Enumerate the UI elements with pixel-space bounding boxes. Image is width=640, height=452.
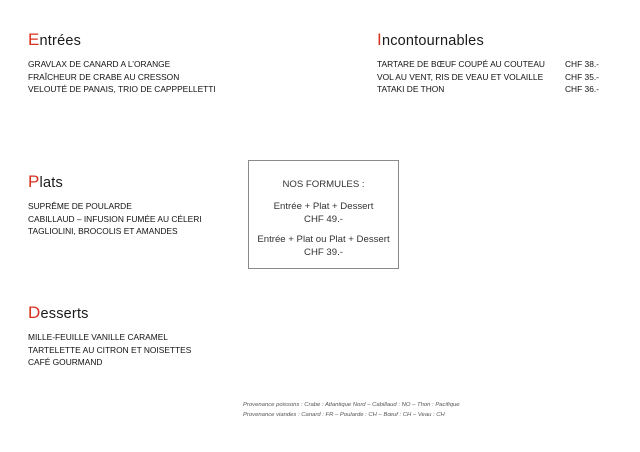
plats-list [28,200,202,238]
desserts-list [28,331,191,369]
incontournables-list [377,58,599,96]
menu-item: TARTELETTE AU CITRON ET NOISETTES [28,344,192,355]
formule-option [249,200,398,227]
formule-price: CHF 39.- [304,247,343,258]
menu-item-name: TATAKI DE THON [377,84,445,95]
menu-item: GRAVLAX DE CANARD A L’ORANGE [28,59,171,69]
menu-item: FRAÎCHEUR DE CRABE AU CRESSON [28,71,180,82]
menu-item-price: CHF 36.- [565,84,599,95]
menu-item [377,58,599,71]
section-title-plats [28,173,202,192]
title-initial: P [28,172,40,191]
menu-item-name: VOL AU VENT, RIS DE VEAU ET VOLAILLE [377,71,544,82]
title-initial: I [377,30,382,49]
formule-label: Entrée + Plat ou Plat + Dessert [257,233,390,245]
menu-item: SUPRÊME DE POULARDE [28,201,132,211]
menu-item: VELOUTÉ DE PANAIS, TRIO DE CAPPPELLETTI [28,84,216,95]
section-title-incontournables [377,31,545,50]
formules-title: NOS FORMULES : [282,179,365,190]
formules-box [248,160,399,269]
menu-item: MILLE-FEUILLE VANILLE CARAMEL [28,332,168,342]
section-plats [28,173,202,238]
title-rest: ntrées [39,33,82,49]
section-title-entrees [28,31,216,50]
section-desserts [28,304,191,369]
formule-option [249,233,398,260]
formule-label: Entrée + Plat + Dessert [273,200,374,212]
menu-item: CABILLAUD – INFUSION FUMÉE AU CÉLERI [28,213,202,224]
section-title-desserts [28,304,191,323]
menu-item: TAGLIOLINI, BROCOLIS ET AMANDES [28,226,178,237]
title-rest: esserts [40,306,89,322]
section-incontournables [377,30,599,96]
menu-item: CAFÉ GOURMAND [28,357,103,368]
section-entrees [28,31,216,96]
entrees-list [28,58,216,96]
menu-item-price: CHF 35.- [565,71,599,82]
provenance-meat: Provenance viandes : Canard : FR – Poularde : CH – Bœuf : CH – Veau : CH [243,411,445,418]
menu-item [377,83,599,96]
title-initial: D [28,303,41,322]
menu-item [377,71,599,84]
formule-price: CHF 49.- [304,214,343,225]
provenance-fish: Provenance poissons : Crabe : Atlantique Nord – Cabillaud : NO – Thon : Pacifique [243,402,460,408]
title-rest: lats [39,175,63,191]
menu-item-name: TARTARE DE BŒUF COUPÉ AU COUTEAU [377,59,545,69]
provenance-note [243,401,460,420]
title-rest: ncontournables [381,33,484,49]
menu-item-price: CHF 38.- [565,59,599,69]
title-initial: E [28,30,40,49]
